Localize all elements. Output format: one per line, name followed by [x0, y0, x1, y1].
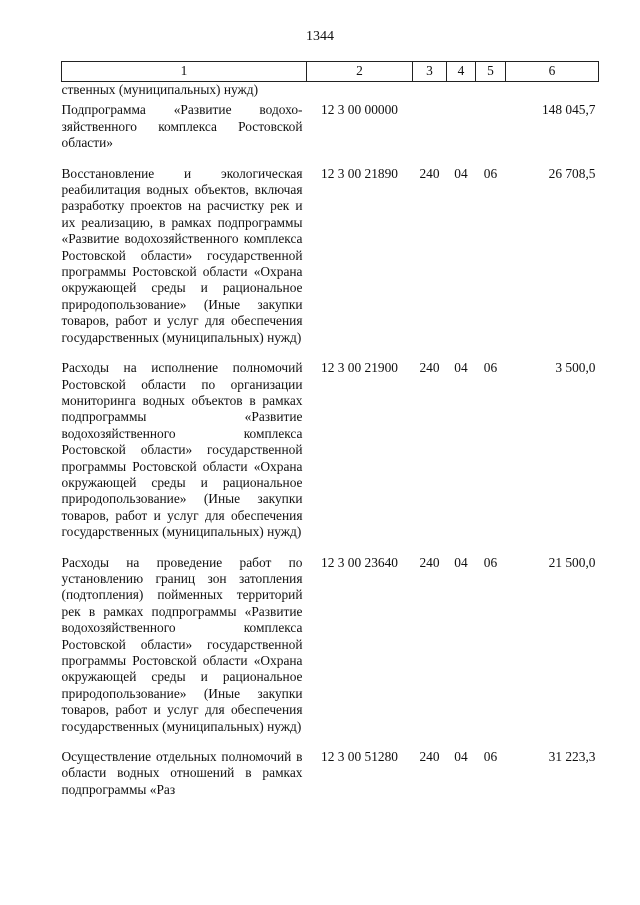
row-pr: 06 [483, 360, 498, 376]
row-name: Восстановление и экологическая реабилитация водных объектов, включая разработку проектов на расчистку рек и их реализацию, в рамках подпрограммы «Развитие водохозяйственного комплекса Ростовской области» государственной программы Ростовской области «Охрана окружающей среды и рациональное природопользование» (Иные закупки товаров, работ и услуг для обеспечения государственных (муниципальных) нужд) [61, 165, 303, 345]
column-header-3: 3 [413, 62, 447, 82]
row-pr: 06 [483, 749, 498, 765]
row-rz: 04 [454, 749, 468, 765]
table-header-row [62, 62, 599, 82]
continuation-row [62, 82, 599, 103]
row-sum: 21 500,0 [548, 554, 596, 570]
row-vr: 240 [419, 360, 440, 376]
row-code: 12 3 00 00000 [321, 102, 398, 118]
row-pr: 06 [483, 165, 498, 181]
row-vr [413, 102, 447, 151]
table-row [62, 749, 599, 798]
column-header-1: 1 [62, 62, 307, 82]
row-rz: 04 [454, 554, 468, 570]
row-rz: 04 [454, 360, 468, 376]
row-name: Подпрограмма «Развитие водохозяйственного комплекса Ростовской области» [61, 102, 303, 151]
row-code: 12 3 00 51280 [321, 749, 398, 765]
row-vr: 240 [419, 554, 440, 570]
row-vr: 240 [419, 165, 440, 181]
row-sum: 3 500,0 [555, 360, 596, 376]
column-header-5: 5 [476, 62, 506, 82]
row-pr: 06 [483, 554, 498, 570]
table-row [62, 555, 599, 735]
row-code: 12 3 00 23640 [321, 554, 398, 570]
table-row [62, 102, 599, 151]
row-vr: 240 [419, 749, 440, 765]
table-row [62, 166, 599, 346]
row-sum: 26 708,5 [548, 165, 596, 181]
column-header-2: 2 [307, 62, 413, 82]
continuation-text: ственных (муниципальных) нужд) [61, 82, 259, 97]
column-header-6: 6 [506, 62, 599, 82]
column-header-4: 4 [447, 62, 476, 82]
row-name: Расходы на исполнение полномочий Ростовской области по организации мониторинга водных объектов в рамках подпрограммы «Развитие водохозяйственного комплекса Ростовской области» государственной программы Ростовской области «Охрана окружающей среды и рациональное природопользование» (Иные закупки товаров, работ и услуг для обеспечения государственных (муниципальных) нужд) [61, 360, 303, 540]
row-name: Осуществление отдельных полномочий в области водных отношений в рамках подпрограммы «Раз [61, 749, 303, 797]
budget-table [61, 61, 599, 798]
row-code: 12 3 00 21890 [321, 165, 398, 181]
row-sum: 148 045,7 [541, 102, 596, 118]
table-row [62, 360, 599, 540]
row-name: Расходы на проведение работ по установлению границ зон затопления (подтопления) пойменных территорий рек в рамках подпрограммы «Развитие водохозяйственного комплекса Ростовской области» государственной программы Ростовской области «Охрана окружающей среды и рациональное природопользование» (Иные закупки товаров, работ и услуг для обеспечения государственных (муниципальных) нужд) [61, 554, 303, 734]
page-number: 1344 [306, 29, 334, 44]
row-rz: 04 [454, 165, 468, 181]
row-sum: 31 223,3 [548, 749, 596, 765]
row-pr [476, 102, 506, 151]
row-code: 12 3 00 21900 [321, 360, 398, 376]
row-rz [447, 102, 476, 151]
